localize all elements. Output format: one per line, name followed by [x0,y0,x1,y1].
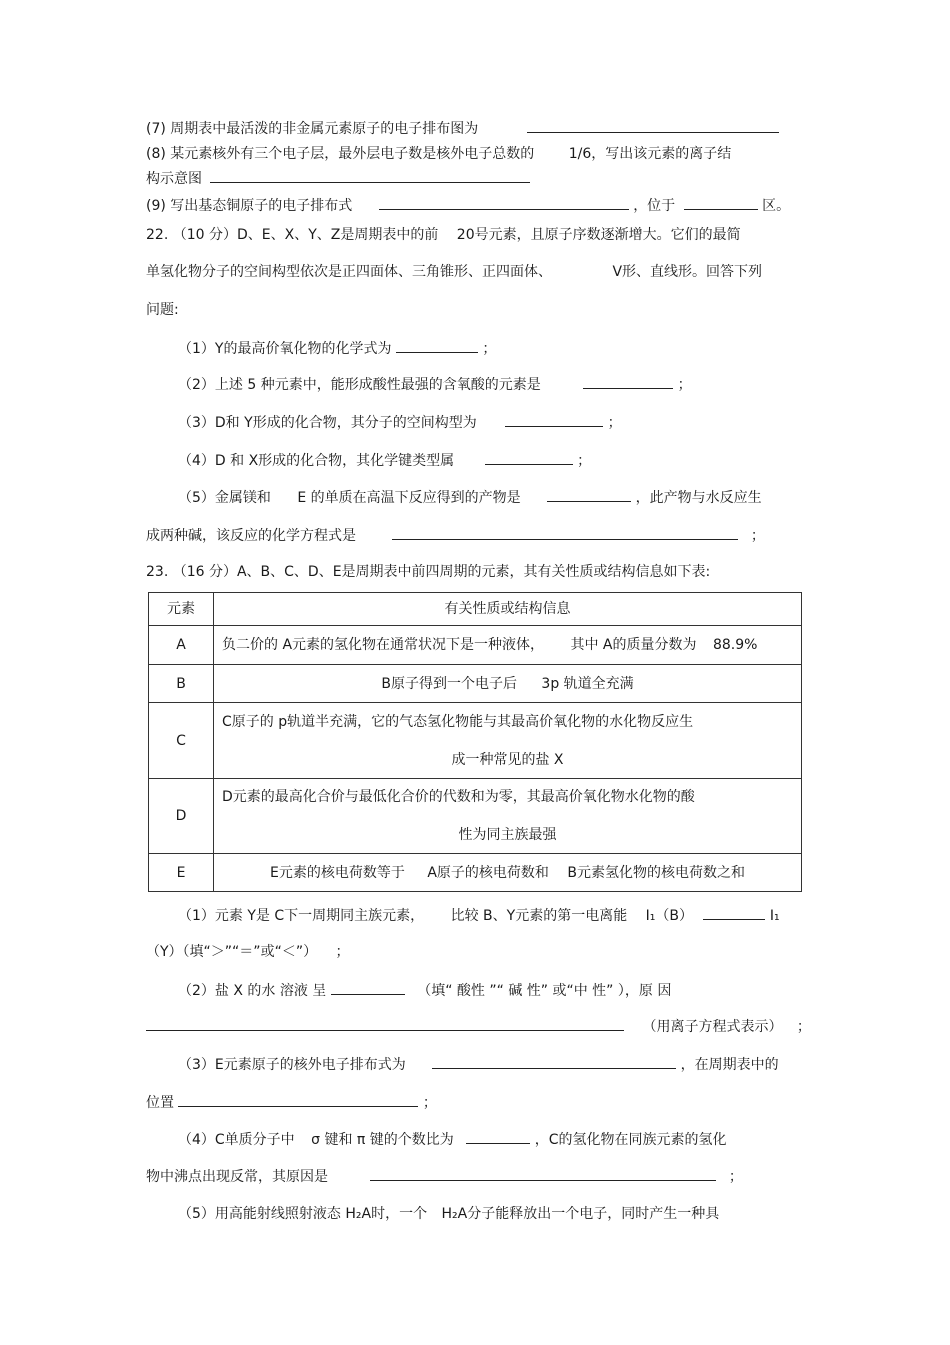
table-row-element: A [149,626,214,665]
table-row-element: B [149,665,214,703]
row-a-info-3: 88.9% [712,637,758,653]
table-row-element: D [149,779,214,854]
table-row-info [214,703,802,779]
q23-s1-d: I₁ [769,908,780,924]
row-d-info-1: D元素的最高化合价与最低化合价的代数和为零，其最高价氧化物水化物的酸 [222,789,695,805]
q23-s4-reason-blank[interactable] [370,1166,716,1181]
q22-s5-c: ，此产物与水反应生 [635,490,762,506]
q23-s5-b: H₂A分子能释放出一个电子，同时产生一种具 [441,1206,720,1222]
q22-sub4 [178,450,591,471]
q22-intro-a: 22. （10 分）D、E、X、Y、Z是周期表中的前 [146,227,439,243]
q23-s2-a: （2）盐 X 的水 溶液 呈 [178,983,327,999]
q23-s1-e: （Y）（填“＞”“＝”或“＜”） [146,944,318,960]
table-header-row [149,593,802,626]
q23-sub2-line2 [146,1016,811,1037]
q22-s5-product-blank[interactable] [547,487,631,502]
q22-s5-b: E 的单质在高温下反应得到的产物是 [297,490,521,506]
q22-s1-semi: ； [482,341,497,357]
q22-intro-c: 单氢化物分子的空间构型依次是正四面体、三角锥形、正四面体、 [146,264,552,280]
q22-intro-line1 [146,225,741,245]
q22-intro-d: V形、直线形。回答下列 [612,264,763,280]
table-row-info [214,626,802,665]
q23-s4-e: ； [728,1169,743,1185]
row-d-info-2: 性为同主族最强 [458,827,557,843]
q22-s3-blank[interactable] [505,412,603,427]
q22-s2-text: （2）上述 5 种元素中，能形成酸性最强的含氧酸的元素是 [178,377,541,393]
table-row-element: C [149,703,214,779]
q23-s2-nature-blank[interactable] [331,980,405,995]
q22-s3-semi: ； [607,415,622,431]
element-info-table [148,592,802,892]
q22-s4-blank[interactable] [485,450,573,465]
q22-sub2 [178,374,692,395]
table-row [149,665,802,703]
q22-s4-semi: ； [577,453,592,469]
q21-item9-text-b: ，位于 [633,198,676,214]
row-b-info-2: 3p 轨道全充满 [541,675,634,692]
table-header-element: 元素 [149,593,214,626]
q22-intro-line2 [146,262,762,282]
q23-s2-c: （用离子方程式表示） [642,1019,783,1035]
q22-s5-a: （5）金属镁和 [178,490,271,506]
q23-sub1-line2 [146,942,350,962]
q22-s1-text: （1）Y的最高价氧化物的化学式为 [178,341,392,357]
q23-s1-b: 比较 B、Y元素的第一电离能 [450,908,628,924]
q22-s1-blank[interactable] [396,338,478,353]
table-row-info [214,779,802,854]
q22-intro-b: 20号元素，且原子序数逐渐增大。它们的最简 [456,227,741,243]
q21-item8-text-c: 构示意图 [146,171,202,187]
row-a-info-2: 其中 A的质量分数为 [570,637,697,653]
q23-s1-a: （1）元素 Y是 C下一周期同主族元素， [178,908,425,924]
q23-s4-c: ，C的氢化物在同族元素的氢化 [534,1132,727,1148]
q23-intro [146,562,710,582]
row-e-info-3: B元素氢化物的核电荷数之和 [567,864,745,881]
q23-s2-d: ； [796,1019,811,1035]
q21-item7-answer-blank[interactable] [527,118,779,133]
table-row [149,779,802,854]
q23-s4-a: （4）C单质分子中 [178,1132,295,1148]
table-row [149,854,802,892]
table-row-element: E [149,854,214,892]
q21-item8-text-b: 1/6，写出该元素的离子结 [568,146,732,162]
q22-s5-semi: ； [750,528,765,544]
q21-item9-text-c: 区。 [762,198,791,214]
q21-item8-answer-blank[interactable] [210,168,530,183]
row-c-info-2: 成一种常见的盐 X [451,751,564,768]
q22-sub5-line1 [178,487,762,508]
q23-sub2-line1 [178,980,671,1001]
q23-sub5-line1 [178,1204,719,1224]
row-c-info-1: C原子的 p轨道半充满，它的气态氢化物能与其最高价氧化物的水化物反应生 [222,713,694,730]
q23-s4-ratio-blank[interactable] [466,1129,530,1144]
q23-s3-c: 位置 [146,1095,174,1111]
q22-s3-text: （3）D和 Y形成的化合物，其分子的空间构型为 [178,415,477,431]
q21-item7-text: (7) 周期表中最活泼的非金属元素原子的电子排布图为 [146,121,479,137]
q23-s3-d: ； [422,1095,437,1111]
q23-s1-c: I₁（B） [645,908,694,924]
q22-sub1 [178,338,496,359]
q23-s3-a: （3）E元素原子的核外电子排布式为 [178,1057,406,1073]
q21-item9-config-blank[interactable] [379,195,629,210]
q21-item9-text-a: (9) 写出基态铜原子的电子排布式 [146,198,353,214]
table-row [149,703,802,779]
table-row-info [214,665,802,703]
row-e-info-1: E元素的核电荷数等于 [270,864,405,881]
q23-s4-b: σ 键和 π 键的个数比为 [311,1132,454,1148]
q22-sub5-line2 [146,525,765,546]
table-row-info [214,854,802,892]
q23-s5-a: （5）用高能射线照射液态 H₂A时，一个 [178,1206,428,1222]
q23-s3-config-blank[interactable] [432,1054,676,1069]
q23-sub3-line2 [146,1092,437,1113]
row-a-info-1: 负二价的 A元素的氢化物在通常状况下是一种液体， [222,637,545,653]
q23-sub1-line1 [178,905,780,926]
q23-s3-b: ，在周期表中的 [680,1057,779,1073]
q21-item8-text-a: (8) 某元素核外有三个电子层，最外层电子数是核外电子总数的 [146,146,535,162]
q23-sub3-line1 [178,1054,779,1075]
q22-s2-blank[interactable] [583,374,673,389]
q23-s1-f: ； [335,944,350,960]
q23-intro-text: 23. （16 分）A、B、C、D、E是周期表中前四周期的元素，其有关性质或结构信息如下表: [146,564,711,580]
q22-s2-semi: ； [677,377,692,393]
q23-s2-equation-blank[interactable] [146,1016,624,1031]
q23-s4-d: 物中沸点出现反常，其原因是 [146,1169,328,1185]
q22-intro-line3 [146,300,179,320]
row-b-info-1: B原子得到一个电子后 [381,675,517,692]
q22-sub3 [178,412,622,433]
table-row [149,626,802,665]
row-e-info-2: A原子的核电荷数和 [427,864,549,881]
table-header-info: 有关性质或结构信息 [214,593,802,626]
q21-item8-line1 [146,144,731,164]
q23-sub4-line2 [146,1166,743,1187]
q23-s2-b: （填“ 酸性 ”“ 碱 性” 或“中 性” ），原 因 [417,983,672,999]
q21-item8-line2 [146,168,530,189]
q22-s4-text: （4）D 和 X形成的化合物，其化学键类型属 [178,453,455,469]
q21-item9 [146,195,790,216]
q22-intro-e: 问题: [146,302,179,318]
q22-s5-d: 成两种碱，该反应的化学方程式是 [146,528,356,544]
q21-item9-block-blank[interactable] [684,195,758,210]
q23-s1-compare-blank[interactable] [703,905,765,920]
q23-sub4-line1 [178,1129,726,1150]
q21-item7 [146,118,779,139]
q22-s5-equation-blank[interactable] [392,525,738,540]
q23-s3-position-blank[interactable] [178,1092,418,1107]
